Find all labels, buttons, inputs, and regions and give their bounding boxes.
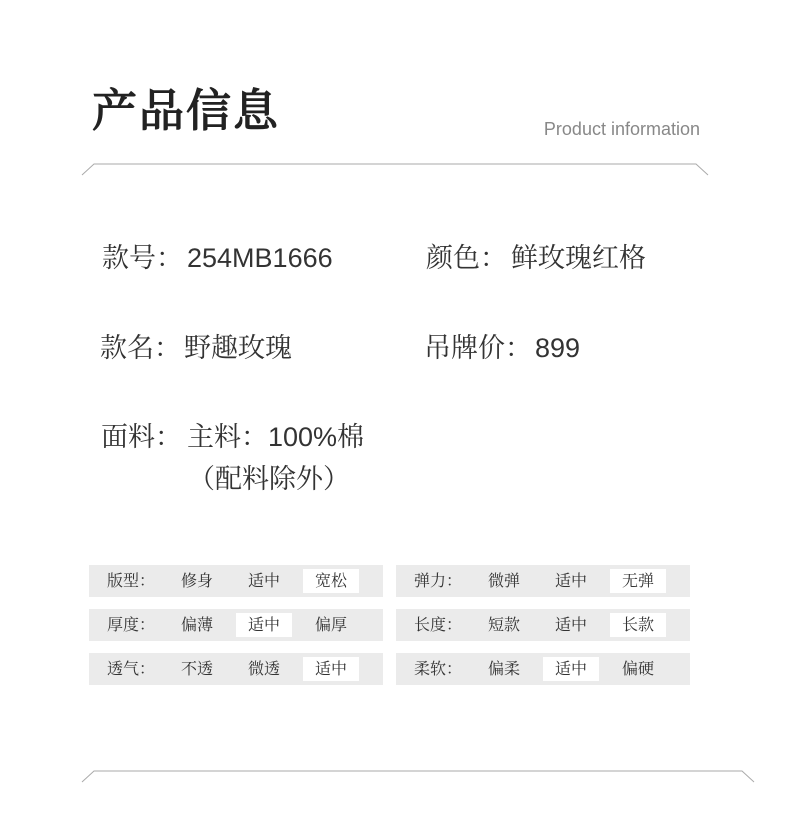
attribute-option: 偏柔 — [487, 659, 520, 678]
attribute-option-selected: 无弹 — [610, 569, 666, 593]
fabric-value: 主料：100%棉 — [187, 422, 365, 452]
attribute-option-selected: 宽松 — [303, 569, 359, 593]
fabric-note: （配料除外） — [188, 464, 350, 494]
attribute-option: 修身 — [180, 571, 213, 590]
attribute-option: 偏厚 — [314, 615, 347, 634]
top-divider — [0, 157, 790, 177]
style-no-label: 款号： — [102, 243, 183, 274]
price-value: 899 — [535, 333, 581, 363]
attribute-label: 厚度： — [107, 615, 156, 634]
attribute-option-selected: 适中 — [543, 657, 599, 681]
fabric-label: 面料： — [101, 422, 182, 453]
attribute-option: 适中 — [554, 571, 587, 590]
attribute-row-stretch — [396, 565, 690, 597]
section-subtitle: Product information — [543, 119, 700, 139]
attribute-row-softness — [396, 653, 690, 685]
attribute-option-selected: 适中 — [303, 657, 359, 681]
attribute-row-thickness — [89, 609, 383, 641]
attribute-label: 透气： — [107, 659, 156, 678]
attribute-row-length — [396, 609, 690, 641]
attribute-option: 微弹 — [487, 571, 520, 590]
color-value: 鲜玫瑰红格 — [511, 243, 646, 273]
attribute-option: 偏薄 — [180, 615, 213, 634]
attribute-label: 柔软： — [414, 659, 463, 678]
attribute-label: 长度： — [414, 615, 463, 634]
attribute-label: 版型： — [107, 571, 156, 590]
attribute-option: 微透 — [247, 659, 280, 678]
attribute-row-fit — [89, 565, 383, 597]
style-name-value: 野趣玫瑰 — [184, 333, 292, 363]
attribute-option-selected: 适中 — [236, 613, 292, 637]
attribute-option-selected: 长款 — [610, 613, 666, 637]
style-name-label: 款名： — [100, 333, 181, 364]
attribute-option: 偏硬 — [621, 659, 654, 678]
attribute-option: 不透 — [180, 659, 213, 678]
attribute-row-breathability — [89, 653, 383, 685]
style-no-value: 254MB1666 — [187, 243, 333, 273]
attribute-option: 适中 — [247, 571, 280, 590]
section-title: 产品信息 — [92, 84, 281, 137]
attribute-option: 适中 — [554, 615, 587, 634]
color-label: 颜色： — [426, 243, 507, 274]
bottom-divider — [0, 764, 790, 784]
attribute-label: 弹力： — [414, 571, 463, 590]
attribute-option: 短款 — [487, 615, 520, 634]
price-label: 吊牌价： — [424, 333, 532, 364]
